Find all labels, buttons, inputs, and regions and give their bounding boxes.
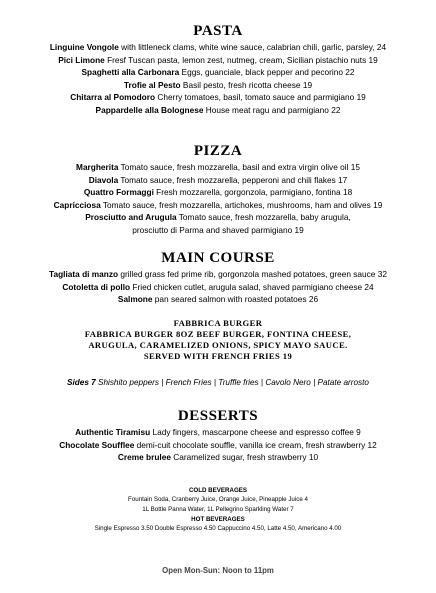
item-name: Prosciutto and Arugula — [85, 212, 177, 223]
beverage-line: Single Espresso 3.50 Double Espresso 4.50 Cappuccino 4.50, Latte 4.50, Americano 4.00 — [94, 525, 342, 532]
item-desc: Tomato sauce, fresh mozzarella, pepperoni and chili flakes 17 — [118, 174, 348, 185]
item-desc: grilled grass fed prime rib, gorgonzola mashed potatoes, green sauce 32 — [118, 269, 387, 279]
item-desc: Lady fingers, mascarpone cheese and espresso coffee 9 — [150, 427, 361, 437]
menu-item — [0, 174, 436, 187]
item-name: Chocolate Soufflee — [59, 439, 135, 450]
main-course-section — [0, 249, 436, 306]
menu-item — [0, 41, 436, 54]
item-desc: Tomato sauce, fresh mozzarella, basil and extra virgin olive oil 15 — [118, 162, 360, 172]
item-desc: Caramelized sugar, fresh strawberry 10 — [170, 452, 319, 463]
menu-item — [0, 211, 436, 224]
menu-item — [0, 224, 436, 237]
item-name: Spaghetti alla Carbonara — [81, 67, 180, 78]
item-desc: Fried chicken cutlet, arugula salad, shaved parmigiano cheese 24 — [130, 281, 374, 292]
item-name: Pici Limone — [58, 54, 105, 65]
item-name: Cotoletta di pollo — [62, 281, 131, 292]
menu-item — [0, 79, 436, 92]
sides-list: Shishito peppers | French Fries | Truffle fries | Cavolo Nero | Patate arrosto — [95, 378, 369, 387]
menu-item — [0, 91, 436, 104]
main-course-title: MAIN COURSE — [161, 250, 275, 266]
menu-item — [0, 186, 436, 199]
sides-label: Sides 7 — [67, 378, 96, 387]
burger-line: FABBRICA BURGER — [173, 318, 263, 328]
cold-beverages-title: COLD BEVERAGES — [188, 487, 248, 494]
main-course-list — [0, 268, 436, 306]
burger-line: FABBRICA BURGER 8OZ BEEF BURGER, FONTINA CHEESE, — [84, 329, 352, 339]
item-name: Trofie al Pesto — [123, 79, 181, 90]
opening-hours: Open Mon-Sun: Noon to 11pm — [162, 566, 274, 575]
item-desc: with littleneck clams, white wine sauce, calabrian chili, garlic, parsley, 24 — [118, 42, 387, 52]
desserts-section — [0, 407, 436, 464]
item-desc: prosciutto di Parma and shaved parmigiano 19 — [132, 224, 304, 235]
desserts-title: DESSERTS — [177, 408, 259, 424]
item-desc: Fresf Tuscan pasta, lemon zest, nutmeg, cream, Sicilian pistachio nuts 19 — [104, 54, 378, 65]
item-name: Quattro Formaggi — [83, 187, 154, 198]
item-name: Tagliata di manzo — [49, 269, 119, 279]
menu-item — [0, 439, 436, 452]
burger-line: ARUGULA, CARAMELIZED ONIONS, SPICY MAYO SAUCE. — [88, 340, 348, 350]
burger-block — [0, 318, 436, 362]
sides-line — [0, 377, 436, 389]
item-desc: Fresh mozzarella, gorgonzola, parmigiano, fontina 18 — [153, 187, 353, 198]
item-name: Diavola — [88, 174, 119, 185]
item-name: Linguine Vongole — [49, 42, 119, 52]
desserts-list — [0, 426, 436, 464]
item-name: Salmone — [117, 294, 153, 305]
item-desc: Tomato sauce, fresh mozzarella, baby arugula, — [176, 212, 351, 223]
menu-item — [0, 268, 436, 281]
beverages-block — [0, 486, 436, 534]
pizza-list — [0, 161, 436, 237]
pasta-list — [0, 41, 436, 117]
item-name: Margherita — [76, 162, 119, 172]
menu-item — [0, 161, 436, 174]
item-name: Authentic Tiramisu — [75, 427, 151, 437]
hot-beverages-title: HOT BEVERAGES — [191, 516, 245, 523]
item-name: Capricciosa — [53, 199, 101, 210]
beverage-line: 1L Bottle Panna Water, 1L Pellegrino Sparkling Water 7 — [142, 506, 294, 513]
item-desc: Cherry tomatoes, basil, tomato sauce and parmigiano 19 — [155, 92, 366, 103]
item-desc: Basil pesto, fresh ricotta cheese 19 — [180, 79, 313, 90]
item-name: Pappardelle alla Bolognese — [95, 104, 204, 115]
menu-item — [0, 293, 436, 306]
beverage-line: Fountain Soda, Cranberry Juice, Orange Juice, Pineapple Juice 4 — [128, 496, 308, 503]
item-desc: pan seared salmon with roasted potatoes 26 — [152, 294, 319, 305]
menu-item — [0, 66, 436, 79]
pasta-title: PASTA — [193, 23, 243, 39]
item-name: Chitarra al Pomodoro — [70, 92, 156, 103]
pizza-title: PIZZA — [193, 143, 243, 159]
menu-item — [0, 426, 436, 439]
menu-item — [0, 281, 436, 294]
item-desc: demi-cuit chocolate souffle, vanilla ice cream, fresh strawberry 12 — [134, 439, 377, 450]
menu-item — [0, 54, 436, 67]
pasta-section — [0, 22, 436, 117]
item-desc: Eggs, guanciale, black pepper and pecorino 22 — [179, 67, 355, 78]
burger-line: SERVED WITH FRENCH FRIES 19 — [143, 351, 293, 361]
pizza-section — [0, 142, 436, 237]
item-name: Creme brulee — [117, 452, 171, 463]
menu-item — [0, 451, 436, 464]
menu-item — [0, 199, 436, 212]
menu-item — [0, 104, 436, 117]
item-desc: House meat ragu and parmigiano 22 — [203, 104, 341, 115]
item-desc: Tomato sauce, fresh mozzarella, artichokes, mushrooms, ham and olives 19 — [100, 199, 383, 210]
